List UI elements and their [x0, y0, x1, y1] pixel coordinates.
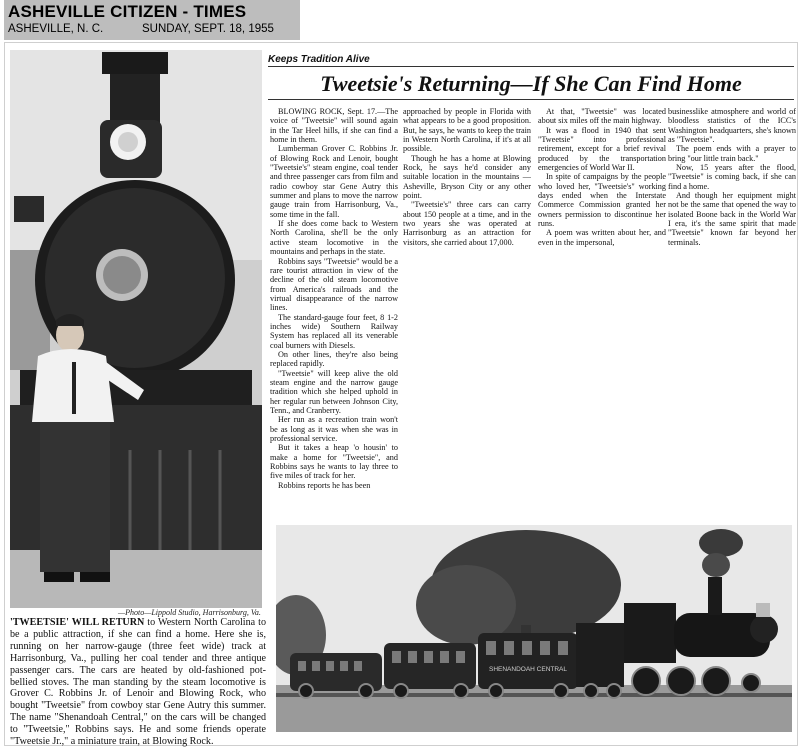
paragraph: Lumberman Grover C. Robbins Jr. of Blowing Rock and Lenoir, bought "Tweetsie's" steam engine, coal tender and three passenger cars from film and radio cowboy star Gene Autry this summer and plans to move the narrow gauge train from Harrisonburg, Va., some time in the fall. [270, 144, 398, 219]
paragraph: approached by people in Florida with what appears to be a good proposition. But, he says, he wants to keep the train in Western North Carolina, if it's at all possible. [403, 107, 531, 154]
paragraph: Now, 15 years after the flood, "Tweetsie" is coming back, if she can find a home. [668, 163, 796, 191]
paragraph: A poem was written about her, and even in the impersonal, [538, 228, 666, 247]
paragraph: Though he has a home at Blowing Rock, he says he'd consider any suitable location in the mountains — Asheville, Bryson City or any other point. [403, 153, 531, 201]
photo-caption [10, 617, 266, 748]
car-lettering: SHENANDOAH CENTRAL [488, 666, 568, 673]
locomotive-front-photo [10, 50, 262, 608]
train-side-photo [276, 525, 792, 732]
header-rule [268, 66, 794, 67]
paragraph: If she does come back to Western North Carolina, she'll be the only active steam locomotive in the mountains and perhaps in the state. [270, 219, 398, 257]
paragraph: Robbins reports he has been [278, 480, 371, 490]
paragraph: BLOWING ROCK, Sept. 17.—The voice of "Tweetsie" will sound again in the Tar Heel hills, if she can find a home in them. [270, 107, 398, 145]
article-column-2 [403, 107, 531, 247]
header-rule-bottom [268, 99, 794, 100]
caption-lead: 'TWEETSIE' WILL RETURN [10, 617, 145, 628]
newspaper-name: ASHEVILLE CITIZEN - TIMES [8, 2, 247, 21]
paragraph: In spite of campaigns by the people who loved her, "Tweetsie's" working days ended when the Interstate Commerce Commission granted her owners permission to discontinue her runs. [538, 172, 666, 229]
paragraph: On other lines, they're also being replaced rapidly. [270, 349, 398, 369]
article-column-1 [270, 107, 398, 490]
article-column-3 [538, 107, 666, 247]
photo-credit: —Photo—Lippold Studio, Harrisonburg, Va. [118, 608, 261, 617]
dateline-place: ASHEVILLE, N. C. [8, 23, 104, 35]
masthead [4, 0, 300, 40]
headline: Tweetsie's Returning—If She Can Find Home [320, 71, 742, 96]
paragraph: The poem ends with a prayer to bring "our little train back." [668, 144, 796, 163]
paragraph: The standard-gauge four feet, 8 1-2 inches wide) Southern Railway System has replaced all its venerable coal burners with Diesels. [270, 312, 398, 350]
paragraph: "Tweetsie's" three cars can carry about 150 people at a time, and in the two years she was operated at Harrisonburg as an attraction for visitors, she carried about 17,000. [403, 200, 531, 247]
paragraph: It was a flood in 1940 that sent "Tweetsie" into professional retirement, except for a brief revival produced by the transportation emergencies of World War II. [538, 125, 666, 173]
paragraph: Robbins says "Tweetsie" would be a rare tourist attraction in view of the decline of the old steam locomotive from America's railroads and the virtual disappearance of the narrow lines. [270, 256, 398, 313]
publication-date: SUNDAY, SEPT. 18, 1955 [142, 23, 274, 35]
article-column-4 [668, 107, 796, 247]
paragraph: But it takes a heap 'o housin' to make a home for "Tweetsie", and Robbins says he wants to lay three to five miles of track for her. [270, 443, 398, 481]
paragraph: And though her equipment might not be the same that opened the way to isolated Boone back in the World War I era, it's the same spirit that made "Tweetsie" known far beyond her terminals. [668, 191, 796, 247]
paragraph: Her run as a recreation train won't be as long as it was when she was in professional service. [270, 415, 398, 444]
paragraph: businesslike atmosphere and world of bloodless statistics of the ICC's Washington headquarters, she's known as "Tweetsie". [668, 107, 796, 145]
caption-body: to Western North Carolina to be a public attraction, if she can find a home. Here she is, running on her narrow-gauge (three feet wide) track at Harrisonburg, Va., pulling her coal tender and three antique passenger cars. The cars are heated by old-fashioned pot-bellied stoves. The man standing by the steam locomotive is Grover C. Robbins Jr. of Lenoir and Blowing Rock, who bought "Tweetsie" from cowboy star Gene Autry this summer. The name "Shenandoah Central," on the cars will be changed to "Tweetsie," Robbins says. He and some friends operate "Tweetsie Jr.," a miniature train, at Blowing Rock. [10, 617, 266, 748]
paragraph: "Tweetsie" will keep alive the old steam engine and the narrow gauge tradition which she helped uphold in her regular run between Johnson City, Tenn., and Cranberry. [270, 368, 398, 415]
paragraph: At that, "Tweetsie" was located about six miles off the main highway. [538, 107, 666, 126]
kicker-line: Keeps Tradition Alive [268, 54, 370, 65]
